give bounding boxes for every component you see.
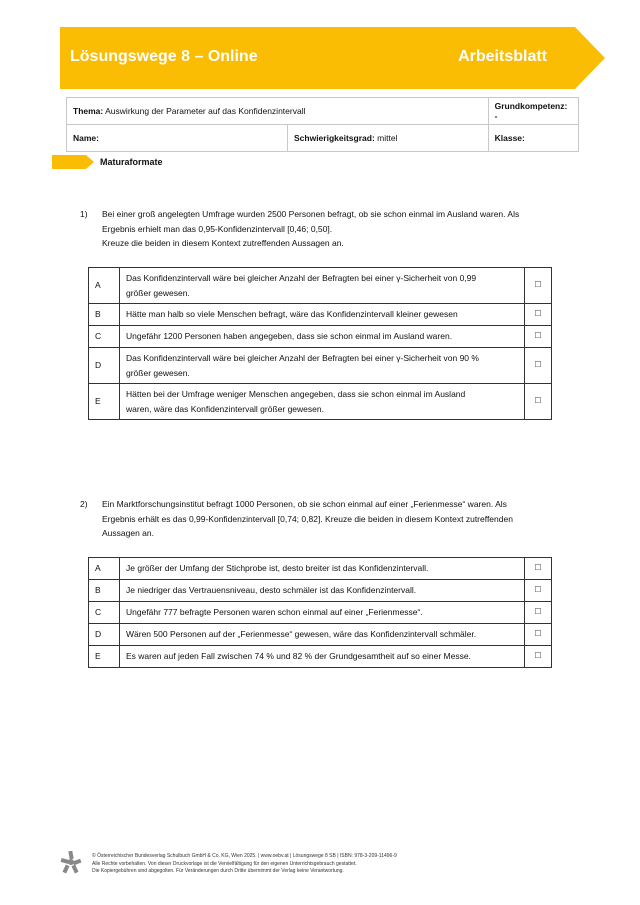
name-cell[interactable] — [67, 125, 288, 152]
checkbox-icon[interactable]: ☐ — [525, 304, 552, 326]
options-table-q1 — [88, 267, 552, 420]
schwierigkeit-value: mittel — [377, 133, 398, 143]
options-table-q2 — [88, 557, 552, 668]
question-text — [102, 497, 562, 541]
checkbox-icon[interactable]: ☐ — [525, 646, 552, 668]
option-row — [89, 624, 552, 646]
option-text: Je größer der Umfang der Stichprobe ist, desto breiter ist das Konfidenzintervall. — [120, 558, 525, 580]
option-letter: D — [89, 624, 120, 646]
klasse-label: Klasse: — [494, 133, 525, 143]
question-number: 1) — [80, 209, 88, 219]
option-text: Je niedriger das Vertrauensniveau, desto schmäler ist das Konfidenzintervall. — [120, 580, 525, 602]
option-text: Wären 500 Personen auf der „Ferienmesse“ gewesen, wäre das Konfidenzintervall schmäler. — [120, 624, 525, 646]
option-row — [89, 304, 552, 326]
option-letter: E — [89, 384, 120, 420]
option-row — [89, 558, 552, 580]
thema-cell — [67, 98, 489, 125]
option-letter: A — [89, 268, 120, 304]
option-row — [89, 580, 552, 602]
question-number: 2) — [80, 499, 88, 509]
footer-line: Alle Rechte vorbehalten. Von dieser Druckvorlage ist die Vervielfältigung für den eigenen Unterrichtsgebrauch gestattet. — [92, 860, 357, 867]
info-table — [66, 97, 579, 152]
option-row — [89, 348, 552, 384]
option-letter: E — [89, 646, 120, 668]
option-letter: B — [89, 304, 120, 326]
option-letter: C — [89, 326, 120, 348]
option-letter: C — [89, 602, 120, 624]
checkbox-icon[interactable]: ☐ — [525, 326, 552, 348]
name-label: Name: — [73, 133, 99, 143]
checkbox-icon[interactable]: ☐ — [525, 580, 552, 602]
option-letter: B — [89, 580, 120, 602]
option-row — [89, 326, 552, 348]
question-line: Ein Marktforschungsinstitut befragt 1000 Personen, ob sie schon einmal auf einer „Ferienmesse“ waren. Als — [102, 499, 507, 509]
checkbox-icon[interactable]: ☐ — [525, 268, 552, 304]
question-1 — [80, 207, 562, 251]
question-line: Ergebnis erhielt man das 0,95-Konfidenzintervall [0,46; 0,50]. — [102, 223, 333, 234]
header-doc-type: Arbeitsblatt — [458, 48, 547, 65]
option-text: Das Konfidenzintervall wäre bei gleicher Anzahl der Befragten bei einer γ-Sicherheit von 90 % größer gewesen. — [120, 348, 525, 384]
option-text: Hätten bei der Umfrage weniger Menschen angegeben, dass sie schon einmal im Ausland waren, wäre das Konfidenzintervall größer gewesen. — [120, 384, 525, 420]
footer-copyright — [92, 853, 397, 876]
question-line: Bei einer groß angelegten Umfrage wurden 2500 Personen befragt, ob sie schon einmal im Ausland waren. Als — [102, 209, 520, 219]
publisher-logo-icon — [60, 850, 82, 874]
checkbox-icon[interactable]: ☐ — [525, 558, 552, 580]
option-row — [89, 602, 552, 624]
footer-line: Die Kopiergebühren sind abgegolten. Für Veränderungen durch Dritte übernimmt der Verlag keine Verantwortung. — [92, 868, 344, 874]
checkbox-icon[interactable]: ☐ — [525, 624, 552, 646]
kompetenz-cell — [488, 98, 578, 125]
checkbox-icon[interactable]: ☐ — [525, 348, 552, 384]
option-letter: A — [89, 558, 120, 580]
option-letter: D — [89, 348, 120, 384]
footer-line: © Österreichischer Bundesverlag Schulbuch GmbH & Co. KG, Wien 2025. | www.oebv.at | Lösungswege 8 SB | ISBN: 978-3-209-11496-9 — [92, 853, 397, 859]
schwierigkeit-label: Schwierigkeitsgrad: — [294, 133, 375, 143]
thema-label: Thema: — [73, 106, 104, 116]
question-line: Kreuze die beiden in diesem Kontext zutreffenden Aussagen an. — [102, 238, 344, 248]
question-text — [102, 207, 562, 251]
schwierigkeit-cell — [288, 125, 489, 152]
checkbox-icon[interactable]: ☐ — [525, 384, 552, 420]
option-row — [89, 268, 552, 304]
thema-value: Auswirkung der Parameter auf das Konfidenzintervall — [105, 106, 306, 116]
option-text: Ungefähr 1200 Personen haben angegeben, dass sie schon einmal im Ausland waren. — [120, 326, 525, 348]
checkbox-icon[interactable]: ☐ — [525, 602, 552, 624]
option-text: Es waren auf jeden Fall zwischen 74 % und 82 % der Grundgesamtheit auf so einer Messe. — [120, 646, 525, 668]
section-title: Maturaformate — [100, 157, 163, 167]
option-text: Ungefähr 777 befragte Personen waren schon einmal auf einer „Ferienmesse“. — [120, 602, 525, 624]
header-banner — [60, 27, 605, 89]
kompetenz-label: Grundkompetenz: - — [494, 101, 568, 121]
section-marker-arrow — [52, 155, 94, 169]
option-text: Das Konfidenzintervall wäre bei gleicher Anzahl der Befragten bei einer γ-Sicherheit von 0,99 größer gewesen. — [120, 268, 525, 304]
klasse-cell[interactable] — [488, 125, 578, 152]
question-line: Ergebnis erhält es das 0,99-Konfidenzintervall [0,74; 0,82]. Kreuze die beiden in diesem Kontext zutreffenden — [102, 513, 513, 524]
option-text: Hätte man halb so viele Menschen befragt, wäre das Konfidenzintervall kleiner gewesen — [120, 304, 525, 326]
option-row — [89, 646, 552, 668]
option-row — [89, 384, 552, 420]
header-title: Lösungswege 8 – Online — [70, 48, 258, 65]
question-2 — [80, 497, 562, 541]
question-line: Aussagen an. — [102, 528, 154, 538]
